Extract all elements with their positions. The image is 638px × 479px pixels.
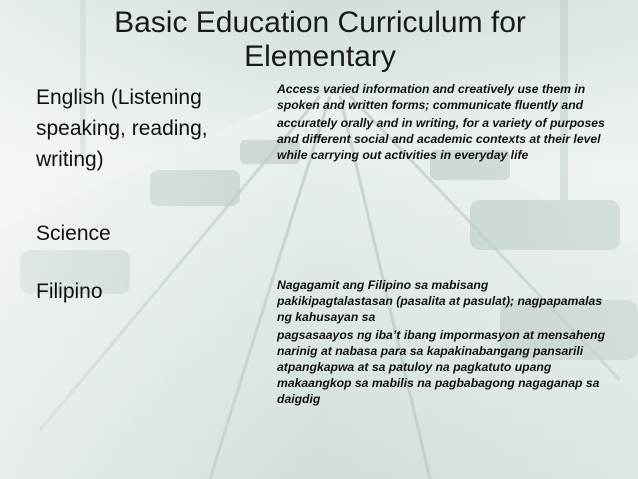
subject-science: [36, 218, 111, 249]
english-description-para-2: accurately orally and in writing, for a variety of purposes and different social and academic contexts at their level while carrying out activities in everyday life: [277, 116, 605, 162]
filipino-description-para-1: Nagagamit ang Filipino sa mabisang pakikipagtalastasan (pasalita at pasulat); nagpapamalas ng kahusayan sa: [277, 278, 603, 324]
subject-filipino: [36, 276, 103, 307]
english-description: [277, 81, 607, 165]
english-description-para-1: Access varied information and creatively use them in spoken and written forms; communicate fluently and: [277, 82, 586, 112]
subject-english-line-2: speaking, reading,: [36, 117, 208, 140]
subject-english-line-3: writing): [36, 148, 104, 171]
slide-title-line-1: Basic Education Curriculum for: [114, 6, 526, 39]
slide-title-line-2: Elementary: [244, 40, 396, 73]
filipino-description-para-2: pagsasaayos ng iba’t ibang impormasyon at mensaheng narinig at nabasa para sa kapakinabangang pansarili atpangkapwa at sa patuloy na pagkatuto upang makaangkop sa mabilis na pagbabagong nagaganap sa daigdig: [277, 328, 606, 406]
subject-english: [36, 82, 208, 175]
filipino-description: [277, 277, 607, 409]
subject-science-label: Science: [36, 222, 111, 245]
subject-filipino-label: Filipino: [36, 280, 103, 303]
slide-title: [20, 6, 620, 74]
subject-english-line-1: English (Listening: [36, 86, 202, 109]
